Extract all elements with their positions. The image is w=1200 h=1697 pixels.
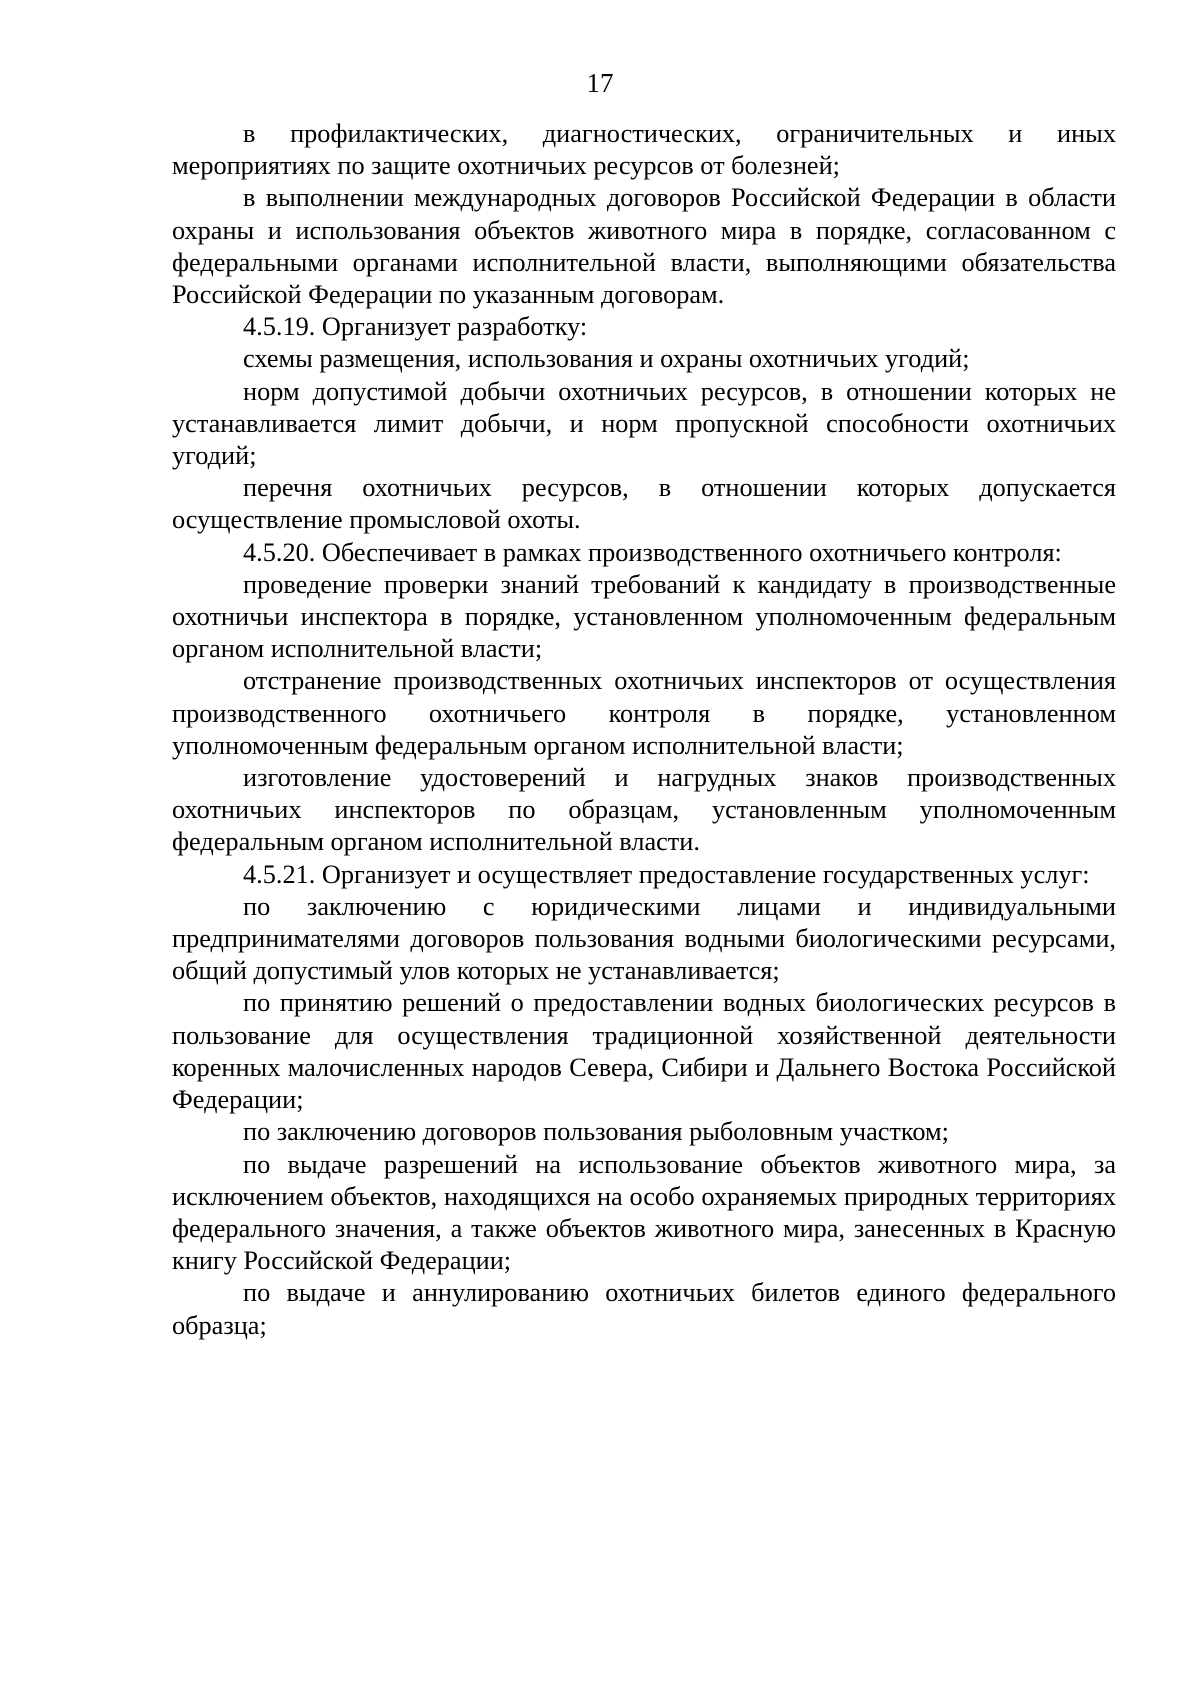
paragraph-prophylactic-measures: в профилактических, диагностических, ограничительных и иных мероприятиях по защите охотничьих ресурсов от болезней; [172, 119, 1116, 181]
paragraph-fishing-site-contracts: по заключению договоров пользования рыболовным участком; [243, 1117, 949, 1147]
paragraph-hunting-tickets: по выдаче и аннулированию охотничьих билетов единого федерального образца; [172, 1278, 1116, 1340]
paragraph-indigenous-peoples-resources: по принятию решений о предоставлении водных биологических ресурсов в пользование для осуществления традиционной хозяйственной деятельности коренных малочисленных народов Севера, Сибири и Дальнего Востока Российской Федерации; [172, 988, 1116, 1115]
page-number: 17 [586, 68, 614, 98]
paragraph-hunting-grounds-scheme: схемы размещения, использования и охраны охотничьих угодий; [243, 344, 970, 374]
paragraph-commercial-hunting-list: перечня охотничьих ресурсов, в отношении которых допускается осуществление промысловой охоты. [172, 473, 1116, 535]
paragraph-inspector-certificates: изготовление удостоверений и нагрудных знаков производственных охотничьих инспекторов по образцам, установленным уполномоченным федеральным органом исполнительной власти. [172, 763, 1116, 857]
paragraph-clause-4-5-19: 4.5.19. Организует разработку: [243, 312, 588, 342]
paragraph-clause-4-5-20: 4.5.20. Обеспечивает в рамках производственного охотничьего контроля: [243, 537, 1062, 567]
paragraph-clause-4-5-21: 4.5.21. Организует и осуществляет предоставление государственных услуг: [243, 859, 1090, 889]
paragraph-catch-norms: норм допустимой добычи охотничьих ресурсов, в отношении которых не устанавливается лимит добычи, и норм пропускной способности охотничьих угодий; [172, 376, 1116, 471]
document-body [172, 118, 1116, 1342]
paragraph-inspector-suspension: отстранение производственных охотничьих инспекторов от осуществления производственного охотничьего контроля в порядке, установленном уполномоченным федеральным органом исполнительной власти; [172, 666, 1116, 760]
paragraph-international-treaties: в выполнении международных договоров Российской Федерации в области охраны и использования объектов животного мира в порядке, согласованном с федеральными органами исполнительной власти, выполняющими обязательства Российской Федерации по указанным договорам. [172, 183, 1116, 310]
paragraph-wildlife-use-permits: по выдаче разрешений на использование объектов животного мира, за исключением объектов, находящихся на особо охраняемых природных территориях федерального значения, а также объектов животного мира, занесенных в Красную книгу Российской Федерации; [172, 1149, 1116, 1276]
paragraph-inspector-knowledge-check: проведение проверки знаний требований к кандидату в производственные охотничьи инспектора в порядке, установленном уполномоченным федеральным органом исполнительной власти; [172, 569, 1116, 664]
paragraph-aquatic-resources-contracts: по заключению с юридическими лицами и индивидуальными предпринимателями договоров пользования водными биологическими ресурсами, общий допустимый улов которых не устанавливается; [172, 891, 1116, 986]
